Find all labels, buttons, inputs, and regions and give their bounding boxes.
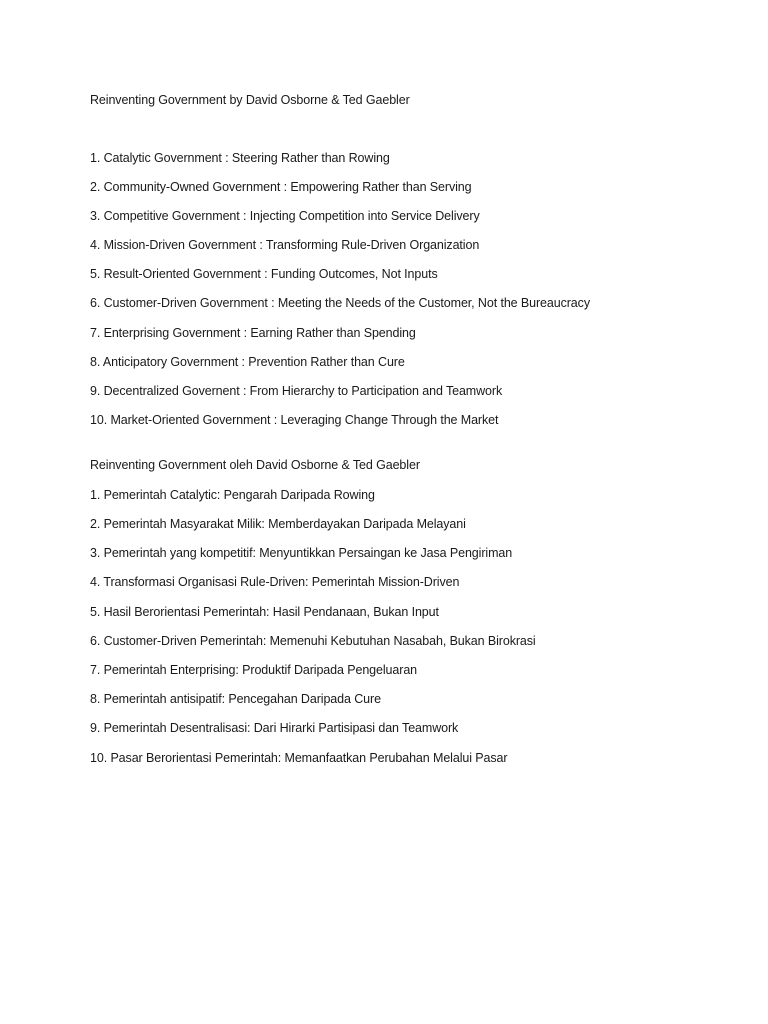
english-item: 8. Anticipatory Government : Prevention Rather than Cure (90, 354, 405, 369)
indonesian-item: 10. Pasar Berorientasi Pemerintah: Memanfaatkan Perubahan Melalui Pasar (90, 750, 508, 765)
indonesian-item: 3. Pemerintah yang kompetitif: Menyuntikkan Persaingan ke Jasa Pengiriman (90, 546, 513, 561)
english-list (90, 150, 730, 429)
english-item: 7. Enterprising Government : Earning Rather than Spending (90, 325, 416, 340)
indonesian-list (90, 487, 730, 767)
english-item: 5. Result-Oriented Government : Funding Outcomes, Not Inputs (90, 267, 438, 282)
english-item: 3. Competitive Government : Injecting Competition into Service Delivery (90, 209, 480, 224)
english-item: 10. Market-Oriented Government : Leveraging Change Through the Market (90, 412, 499, 427)
indonesian-item: 9. Pemerintah Desentralisasi: Dari Hirarki Partisipasi dan Teamwork (90, 721, 459, 736)
indonesian-item: 2. Pemerintah Masyarakat Milik: Memberdayakan Daripada Melayani (90, 517, 466, 532)
english-item: 2. Community-Owned Government : Empowering Rather than Serving (90, 180, 472, 195)
english-item: 9. Decentralized Governent : From Hierarchy to Participation and Teamwork (90, 383, 503, 398)
indonesian-item: 8. Pemerintah antisipatif: Pencegahan Daripada Cure (90, 692, 381, 707)
english-item: 6. Customer-Driven Government : Meeting the Needs of the Customer, Not the Bureaucracy (90, 296, 590, 311)
indonesian-title: Reinventing Government oleh David Osborne & Ted Gaebler (90, 457, 420, 472)
english-item: 4. Mission-Driven Government : Transforming Rule-Driven Organization (90, 238, 480, 253)
indonesian-item: 5. Hasil Berorientasi Pemerintah: Hasil Pendanaan, Bukan Input (90, 604, 439, 619)
indonesian-item: 1. Pemerintah Catalytic: Pengarah Daripada Rowing (90, 487, 375, 502)
indonesian-item: 6. Customer-Driven Pemerintah: Memenuhi Kebutuhan Nasabah, Bukan Birokrasi (90, 633, 536, 648)
indonesian-item: 4. Transformasi Organisasi Rule-Driven: Pemerintah Mission-Driven (90, 575, 460, 590)
english-item: 1. Catalytic Government : Steering Rather than Rowing (90, 151, 390, 165)
english-title: Reinventing Government by David Osborne & Ted Gaebler (90, 93, 410, 107)
indonesian-item: 7. Pemerintah Enterprising: Produktif Daripada Pengeluaran (90, 662, 418, 677)
document-body (90, 92, 730, 779)
